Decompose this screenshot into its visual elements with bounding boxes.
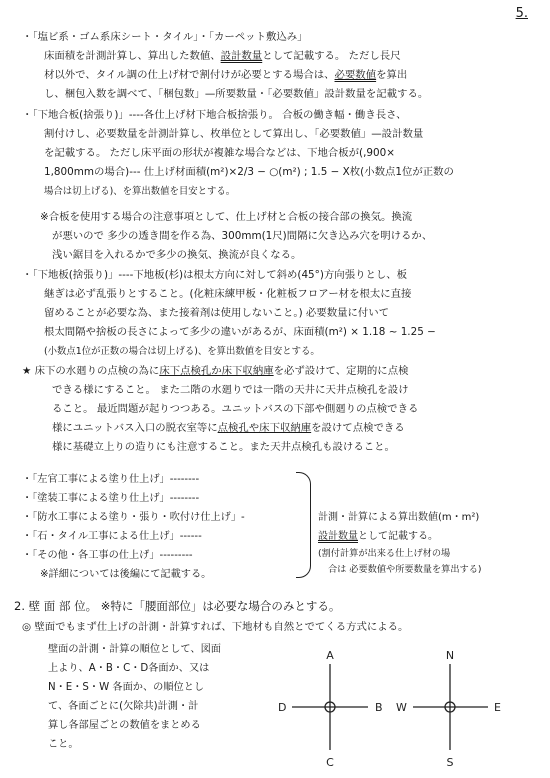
label-right: E [494,701,501,714]
list-item: ・「塗装工事による塗り仕上げ」-------- [22,493,200,504]
line: ※合板を使用する場合の注意事項として、仕上げ材と合板の接合部の換気。換流 [40,211,413,223]
line: が悪いので 多少の透き間を作る為、300mm(1尺)間隔に欠き込み穴を明けるか、 [52,230,433,242]
plywood-caution-note [22,208,538,265]
compass-nesw [396,649,501,769]
label-top: A [326,649,334,662]
line: し、梱包入数を調べて、「梱包数」—所要数量・「必要数値」設計数量を記載する。 [44,88,429,100]
list-item: ・「左官工事による塗り仕上げ」-------- [22,474,200,485]
finish-work-list [22,470,312,584]
line: ・「下地板(捨張り)」----下地板(杉)は根太方向に対して斜め(45°)方向張りとし、板 [22,269,408,281]
line: て、各面ごとに(欠除共)計測・計 [48,701,199,712]
line: ・「塩ビ系・ゴム系床シート・タイル」・「カーペット敷込み」 [22,31,308,43]
orientation-diagrams [268,646,544,776]
line: (小数点1位が正数の場合は切上げる)、を算出数値を目安とする。 [44,346,320,357]
line: 様にユニットバス入口の脱衣室等に点検孔や床下収納庫を設けて点検できる [52,422,405,434]
line: 根太間隔や捨板の長さによって多少の違いがあるが、床面積(m²) × 1.18 ~ 1.25 − [44,326,436,338]
line: 床面積を計測計算し、算出した数値、設計数量として記載する。 ただし長尺 [44,50,401,62]
underlined-term: 設計数量 [318,531,358,542]
section-heading-wall: 2. 壁 面 部 位。 ※特に「腰面部位」は必要な場合のみとする。 [14,599,341,613]
line: 1,800mmの場合)--- 仕上げ材面積(m²)×2/3 − ○(m²) ; 1.5 − X枚(小数点1位が正数の [44,166,454,178]
line: 留めることが必要な為、また接着剤は使用しないこと。) 必要数量に付いて [44,307,390,319]
line: 計測・計算による算出数値(m・m²) [318,512,480,523]
page-number: 5. [515,6,528,21]
line: できる様にすること。 また二階の水廻りでは一階の天井に天井点検孔を設け [52,384,409,396]
underlined-term: 点検孔や床下収納庫 [217,422,312,434]
section-subheading: ◎ 壁面でもまず仕上げの計測・計算すれば、下地材も自然とでてくる方式による。 [22,621,409,633]
brace-bracket [296,472,311,578]
wall-order-description [48,640,278,754]
section-floor-sheet [22,28,538,104]
label-left: D [278,701,287,714]
line: 場合は切上げる)、を算出数値を目安とする。 [44,186,236,197]
line: 設計数量として記載する。 [318,531,438,542]
line: ・「下地合板(捨張り)」----各仕上げ材下地合板捨張り。 合板の働き幅・働き長さ、 [22,109,407,121]
underlined-term: 設計数量 [220,50,263,62]
label-left: W [396,701,407,714]
line: 上より、A・B・C・D各面か、又は [48,663,210,674]
label-bottom: S [446,756,454,769]
list-item: ・「その他・各工事の仕上げ」--------- [22,550,193,561]
line: こと。 [48,739,79,750]
list-note: ※詳細については後編にて記載する。 [40,569,212,580]
underlined-term: 床下点検孔か床下収納庫 [159,365,274,377]
line: を記載する。 ただし床平面の形状が複雑な場合などは、下地合板が(,900× [44,147,395,159]
list-item: ・「防水工事による塗り・張り・吹付け仕上げ」- [22,512,245,523]
compass-abcd [278,649,383,769]
label-top: N [445,649,455,662]
line: 算し各部屋ごとの数値をまとめる [48,720,201,731]
line: 材以外で、タイル調の仕上げ材で割付けが必要とする場合は、必要数値を算出 [44,69,408,81]
line: 合は 必要数値や所要数量を算出する) [328,564,482,575]
underlined-term: 必要数値 [334,69,377,81]
list-item: ・「石・タイル工事による仕上げ」------ [22,531,202,542]
line: 壁面の計測・計算の順位として、図面 [48,644,221,655]
line: 浅い鋸目を入れるかで多少の換気、換流が良くなる。 [52,249,302,261]
section-plywood [22,106,538,201]
line: N・E・S・W 各面か、の順位とし [48,682,205,693]
label-bottom: C [326,756,334,769]
line: 継ぎは必ず乱張りとすること。(化粧床練甲板・化粧板フロアー材を根太に直接 [44,288,412,300]
line: 割付けし、必要数量を計測計算し、枚単位として算出し、「必要数値」—設計数量 [44,128,424,140]
calculation-note [318,508,544,578]
line: ること。 最近問題が起りつつある。ユニットバスの下部や側廻りの点検できる [52,403,419,415]
inspection-note [22,362,538,457]
line: ★ 床下の水廻りの点検の為に床下点検孔か床下収納庫を必ず設けて、定期的に点検 [22,365,409,377]
section-subfloor-board [22,266,538,361]
label-right: B [375,701,383,714]
line: (割付計算が出来る仕上げ材の場 [318,548,451,559]
line: 様に基礎立上りの造りにも注意すること。また天井点検孔も設けること。 [52,441,395,453]
